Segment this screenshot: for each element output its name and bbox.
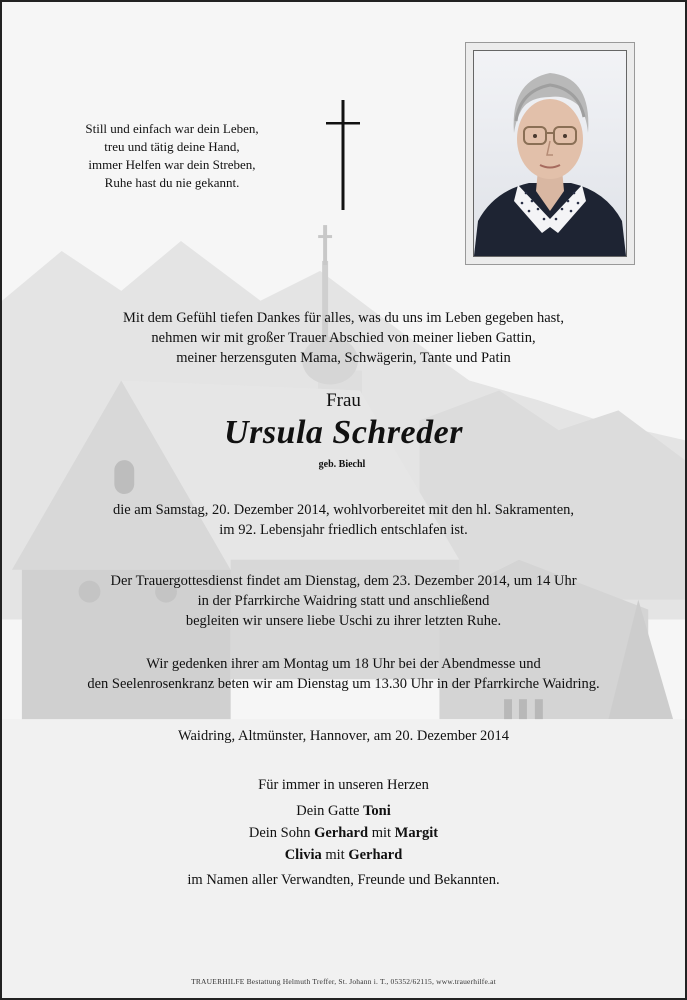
portrait-photo-frame [465,42,635,265]
poem-line: immer Helfen war dein Streben, [88,157,256,172]
family-member-name: Gerhard [348,847,403,863]
poem-line: Ruhe hast du nie gekannt. [104,175,240,190]
cross-icon [320,98,366,212]
poem-line: treu und tätig deine Hand, [104,139,240,154]
family-signatures [2,800,685,866]
portrait-photo [473,50,627,257]
funeral-line: in der Pfarrkirche Waidring statt und anschließend [197,593,490,609]
intro-line: nehmen wir mit großer Trauer Abschied von meiner lieben Gattin, [151,330,536,346]
family-line-spouse [2,800,685,822]
birth-name: geb. Biechl [318,459,366,470]
family-member-name: Toni [363,803,391,819]
poem-verse [42,120,302,192]
memorial-info [2,654,685,694]
family-relation: Dein Gatte [296,803,364,819]
family-connector: mit [368,825,395,841]
memorial-line: den Seelenrosenkranz beten wir am Dienstag um 13.30 Uhr in der Pfarrkirche Waidring. [87,676,600,692]
family-member-name: Gerhard [314,825,369,841]
family-relation: Dein Sohn [248,825,315,841]
family-line-daughter [2,844,685,866]
intro-line: meiner herzensguten Mama, Schwägerin, Tante und Patin [176,350,511,366]
death-notice-line: die am Samstag, 20. Dezember 2014, wohlvorbereitet mit den hl. Sakramenten, [112,502,575,518]
intro-line: Mit dem Gefühl tiefen Dankes für alles, was du uns im Leben gegeben hast, [123,310,564,326]
death-notice-line: im 92. Lebensjahr friedlich entschlafen ist. [219,522,468,538]
memorial-line: Wir gedenken ihrer am Montag um 18 Uhr bei der Abendmesse und [146,656,541,672]
family-connector: mit [321,847,349,863]
funeral-line: Der Trauergottesdienst findet am Dienstag, dem 23. Dezember 2014, um 14 Uhr [110,573,577,589]
place-date: Waidring, Altmünster, Hannover, am 20. Dezember 2014 [177,728,510,744]
intro-text [2,308,685,368]
family-member-name: Margit [394,825,439,841]
footer-funeral-home: TRAUERHILFE Bestattung Helmuth Treffer, St. Johann i. T., 05352/62115, www.trauerhilfe.at [191,977,496,986]
salutation: Frau [326,390,361,411]
funeral-info [2,571,685,631]
funeral-line: begleiten wir unsere liebe Uschi zu ihrer letzten Ruhe. [185,613,502,629]
deceased-name: Ursula Schreder [224,414,463,451]
portrait-illustration [474,51,626,256]
poem-line: Still und einfach war dein Leben, [85,121,259,136]
family-line-son [2,822,685,844]
death-notice [2,500,685,540]
relatives-line: im Namen aller Verwandten, Freunde und Bekannten. [187,872,500,888]
family-member-name: Clivia [284,847,322,863]
closing-line: Für immer in unseren Herzen [258,777,429,793]
